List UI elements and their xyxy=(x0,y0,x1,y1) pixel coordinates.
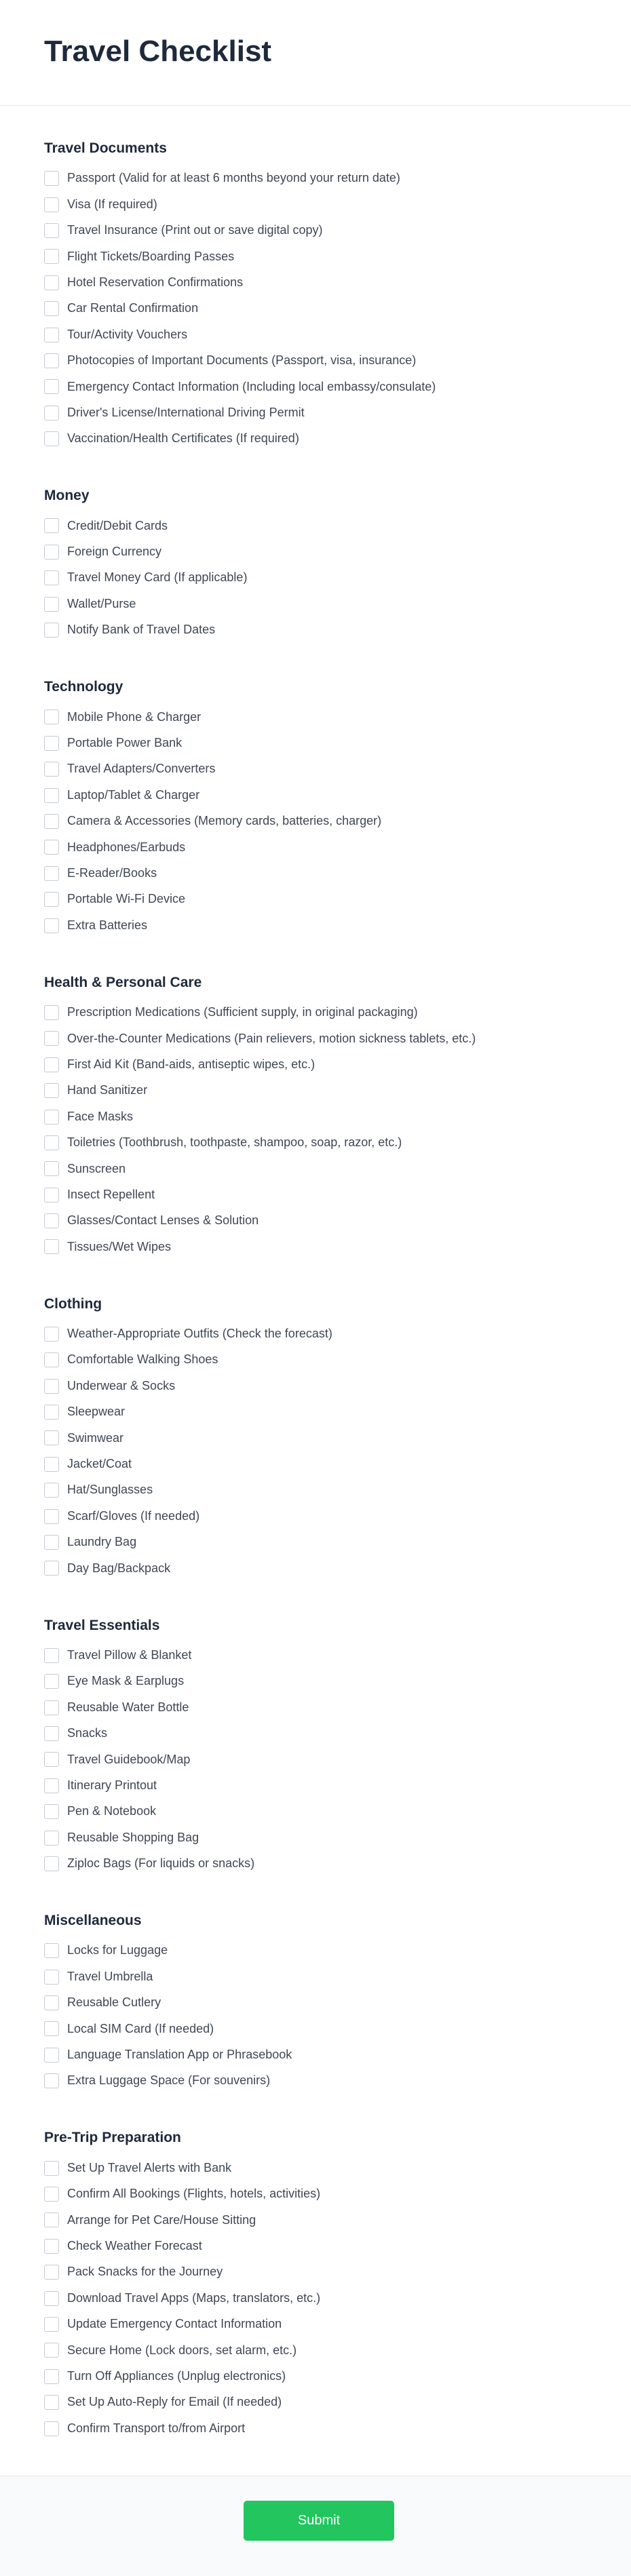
checklist-item[interactable] xyxy=(44,1182,631,1208)
checkbox[interactable] xyxy=(44,2073,59,2088)
checklist-item-label: Reusable Cutlery xyxy=(67,1995,161,2010)
checklist-item[interactable] xyxy=(44,2311,631,2337)
checkbox[interactable] xyxy=(44,1161,59,1176)
checkbox[interactable] xyxy=(44,1674,59,1689)
checklist-item-label: Local SIM Card (If needed) xyxy=(67,2021,214,2035)
checklist-item-label: Set Up Travel Alerts with Bank xyxy=(67,2160,232,2174)
checklist-item[interactable] xyxy=(44,2389,631,2415)
checkbox[interactable] xyxy=(44,1379,59,1394)
checklist-section xyxy=(44,138,631,452)
checklist-item-label: Prescription Medications (Sufficient supply, in original packaging) xyxy=(67,1005,418,1019)
checklist-item[interactable] xyxy=(44,2259,631,2285)
checklist-item-label: Hand Sanitizer xyxy=(67,1083,148,1097)
checklist-item[interactable] xyxy=(44,1451,631,1477)
checklist-item[interactable] xyxy=(44,1052,631,1078)
checklist-item[interactable] xyxy=(44,1503,631,1529)
checklist-section xyxy=(44,1294,631,1582)
checklist-item[interactable] xyxy=(44,1746,631,1772)
checklist-item[interactable] xyxy=(44,2181,631,2207)
checklist-item[interactable] xyxy=(44,2233,631,2259)
checklist-item[interactable] xyxy=(44,1694,631,1720)
checklist-item[interactable] xyxy=(44,1078,631,1104)
checklist-item[interactable] xyxy=(44,1104,631,1129)
checklist-item[interactable] xyxy=(44,1529,631,1555)
checkbox[interactable] xyxy=(44,762,59,777)
checklist-item[interactable] xyxy=(44,374,631,399)
checkbox[interactable] xyxy=(44,2395,59,2410)
checkbox[interactable] xyxy=(44,623,59,638)
checklist-form xyxy=(0,138,631,2442)
checkbox[interactable] xyxy=(44,1457,59,1472)
checklist-item[interactable] xyxy=(44,1851,631,1877)
checklist-item-label: Comfortable Walking Shoes xyxy=(67,1352,218,1367)
checklist-item[interactable] xyxy=(44,912,631,938)
checkbox[interactable] xyxy=(44,545,59,560)
checklist-item-label: Hat/Sunglasses xyxy=(67,1483,153,1497)
checkbox[interactable] xyxy=(44,2291,59,2306)
checklist-item-label: Confirm All Bookings (Flights, hotels, activities) xyxy=(67,2187,321,2201)
checklist-item-label: Travel Guidebook/Map xyxy=(67,1752,191,1766)
checklist-item[interactable] xyxy=(44,2415,631,2441)
checklist-item[interactable] xyxy=(44,2016,631,2042)
checklist-item[interactable] xyxy=(44,1824,631,1850)
checklist-item-label: Language Translation App or Phrasebook xyxy=(67,2048,292,2062)
checklist-item[interactable] xyxy=(44,2042,631,2068)
checkbox[interactable] xyxy=(44,1943,59,1958)
checklist-item[interactable] xyxy=(44,730,631,756)
checklist-item[interactable] xyxy=(44,2207,631,2233)
checkbox[interactable] xyxy=(44,1327,59,1342)
checkbox[interactable] xyxy=(44,1239,59,1254)
checkbox[interactable] xyxy=(44,1405,59,1420)
checkbox[interactable] xyxy=(44,1970,59,1985)
checkbox[interactable] xyxy=(44,2021,59,2036)
checklist-item-label: Pen & Notebook xyxy=(67,1804,157,1818)
checklist-item[interactable] xyxy=(44,321,631,347)
checklist-item[interactable] xyxy=(44,2155,631,2181)
checklist-item-label: Mobile Phone & Charger xyxy=(67,709,202,724)
checkbox[interactable] xyxy=(44,1700,59,1715)
checkbox[interactable] xyxy=(44,597,59,612)
checklist-item[interactable] xyxy=(44,2285,631,2311)
checkbox[interactable] xyxy=(44,1083,59,1098)
checkbox[interactable] xyxy=(44,1031,59,1046)
checklist-item-label: Set Up Auto-Reply for Email (If needed) xyxy=(67,2395,282,2409)
checklist-item-label: Travel Insurance (Print out or save digital copy) xyxy=(67,223,323,237)
checklist-item-label: Extra Batteries xyxy=(67,918,148,932)
checklist-item[interactable] xyxy=(44,1555,631,1581)
checkbox[interactable] xyxy=(44,2212,59,2227)
checkbox[interactable] xyxy=(44,1752,59,1767)
checklist-item-label: Check Weather Forecast xyxy=(67,2239,202,2252)
checklist-item[interactable] xyxy=(44,1234,631,1260)
checklist-item[interactable] xyxy=(44,218,631,243)
checklist-item-label: Insect Repellent xyxy=(67,1187,155,1201)
checklist-item[interactable] xyxy=(44,1477,631,1503)
checkbox[interactable] xyxy=(44,1831,59,1846)
form-footer xyxy=(0,2476,631,2576)
checklist-item-label: Over-the-Counter Medications (Pain relievers, motion sickness tablets, etc.) xyxy=(67,1031,476,1045)
checkbox[interactable] xyxy=(44,2187,59,2202)
checklist-item-label: Notify Bank of Travel Dates xyxy=(67,623,216,637)
checklist-item[interactable] xyxy=(44,1321,631,1347)
checklist-item[interactable] xyxy=(44,400,631,426)
checklist-item[interactable] xyxy=(44,886,631,912)
checklist-item[interactable] xyxy=(44,1990,631,2016)
checklist-item-label: Travel Adapters/Converters xyxy=(67,762,216,776)
checkbox[interactable] xyxy=(44,379,59,394)
checklist-item-label: Eye Mask & Earplugs xyxy=(67,1674,185,1688)
checklist-item-label: Reusable Water Bottle xyxy=(67,1700,189,1714)
checklist-item-label: Wallet/Purse xyxy=(67,596,136,610)
checkbox[interactable] xyxy=(44,840,59,855)
checklist-item[interactable] xyxy=(44,1643,631,1668)
checklist-item-label: Ziploc Bags (For liquids or snacks) xyxy=(67,1856,255,1871)
checklist-item-label: Photocopies of Important Documents (Passport, visa, insurance) xyxy=(67,353,417,368)
checklist-item[interactable] xyxy=(44,165,631,191)
checkbox[interactable] xyxy=(44,1352,59,1367)
section-title: Pre-Trip Preparation xyxy=(44,2130,181,2146)
checklist-item[interactable] xyxy=(44,1938,631,1964)
checklist-item-label: Headphones/Earbuds xyxy=(67,840,186,854)
checklist-section xyxy=(44,1616,631,1877)
checklist-item[interactable] xyxy=(44,1373,631,1399)
checklist-item-label: Travel Pillow & Blanket xyxy=(67,1647,192,1662)
checkbox[interactable] xyxy=(44,1856,59,1871)
checklist-section xyxy=(44,486,631,643)
checkbox[interactable] xyxy=(44,1778,59,1793)
checklist-item-label: Laundry Bag xyxy=(67,1535,137,1549)
checkbox[interactable] xyxy=(44,1535,59,1550)
checkbox[interactable] xyxy=(44,301,59,316)
checklist-item-label: Confirm Transport to/from Airport xyxy=(67,2421,246,2435)
checkbox[interactable] xyxy=(44,1726,59,1741)
checklist-item-label: Tour/Activity Vouchers xyxy=(67,327,188,341)
checklist-item[interactable] xyxy=(44,539,631,565)
checklist-item-label: Hotel Reservation Confirmations xyxy=(67,275,244,289)
checklist-item[interactable] xyxy=(44,591,631,617)
checkbox[interactable] xyxy=(44,223,59,238)
checkbox[interactable] xyxy=(44,866,59,881)
checklist-item[interactable] xyxy=(44,2337,631,2363)
checklist-item-label: Scarf/Gloves (If needed) xyxy=(67,1508,200,1523)
checklist-item-label: Download Travel Apps (Maps, translators, etc.) xyxy=(67,2290,321,2305)
checkbox[interactable] xyxy=(44,1804,59,1819)
checklist-item-label: Arrange for Pet Care/House Sitting xyxy=(67,2212,256,2227)
checklist-item[interactable] xyxy=(44,1799,631,1824)
checklist-item[interactable] xyxy=(44,243,631,269)
checklist-item-label: Face Masks xyxy=(67,1109,134,1123)
checklist-item-label: Day Bag/Backpack xyxy=(67,1561,171,1575)
checkbox[interactable] xyxy=(44,814,59,829)
checklist-item-label: Jacket/Coat xyxy=(67,1457,132,1471)
checkbox[interactable] xyxy=(44,197,59,212)
checkbox[interactable] xyxy=(44,736,59,751)
checklist-item-label: First Aid Kit (Band-aids, antiseptic wipes, etc.) xyxy=(67,1057,316,1071)
checklist-item[interactable] xyxy=(44,834,631,860)
checklist-item[interactable] xyxy=(44,2364,631,2389)
checkbox[interactable] xyxy=(44,353,59,368)
checklist-item[interactable] xyxy=(44,1208,631,1234)
checklist-section xyxy=(44,2128,631,2441)
checklist-item[interactable] xyxy=(44,1425,631,1451)
checkbox[interactable] xyxy=(44,249,59,264)
checklist-item[interactable] xyxy=(44,1668,631,1694)
checklist-item[interactable] xyxy=(44,1026,631,1051)
checklist-item[interactable] xyxy=(44,270,631,296)
checkbox[interactable] xyxy=(44,1005,59,1020)
checkbox[interactable] xyxy=(44,328,59,343)
checkbox[interactable] xyxy=(44,1483,59,1498)
checklist-item-label: Underwear & Socks xyxy=(67,1378,176,1392)
checkbox[interactable] xyxy=(44,2161,59,2176)
checklist-item[interactable] xyxy=(44,296,631,321)
checklist-item-label: Laptop/Tablet & Charger xyxy=(67,787,200,802)
checklist-item-label: Visa (If required) xyxy=(67,197,157,211)
checkbox[interactable] xyxy=(44,1561,59,1576)
checkbox[interactable] xyxy=(44,431,59,446)
checklist-item-label: Sunscreen xyxy=(67,1161,126,1175)
checklist-item-label: Portable Wi-Fi Device xyxy=(67,892,186,906)
checklist-item-label: Extra Luggage Space (For souvenirs) xyxy=(67,2073,271,2088)
checklist-item-label: Toiletries (Toothbrush, toothpaste, shampoo, soap, razor, etc.) xyxy=(67,1135,402,1150)
checkbox[interactable] xyxy=(44,918,59,933)
section-title: Money xyxy=(44,488,90,504)
checklist-item-label: Emergency Contact Information (Including local embassy/consulate) xyxy=(67,379,436,393)
checklist-item[interactable] xyxy=(44,191,631,217)
checklist-section xyxy=(44,677,631,939)
checklist-item-label: Foreign Currency xyxy=(67,545,162,559)
checklist-item[interactable] xyxy=(44,1721,631,1746)
checkbox[interactable] xyxy=(44,2317,59,2332)
checklist-item-label: Passport (Valid for at least 6 months beyond your return date) xyxy=(67,171,400,185)
submit-button[interactable]: Submit xyxy=(244,2501,394,2541)
checklist-item-label: Snacks xyxy=(67,1726,108,1740)
checkbox[interactable] xyxy=(44,1135,59,1150)
checklist-item-label: Vaccination/Health Certificates (If required) xyxy=(67,431,299,446)
checkbox[interactable] xyxy=(44,709,59,724)
checklist-item[interactable] xyxy=(44,704,631,730)
checklist-item[interactable] xyxy=(44,426,631,452)
checklist-item-label: Pack Snacks for the Journey xyxy=(67,2265,223,2279)
checkbox[interactable] xyxy=(44,788,59,803)
checklist-item-label: Portable Power Bank xyxy=(67,736,183,750)
checklist-section xyxy=(44,1911,631,2094)
checkbox[interactable] xyxy=(44,2343,59,2358)
checklist-item[interactable] xyxy=(44,2068,631,2094)
section-title: Travel Essentials xyxy=(44,1617,160,1633)
page-title: Travel Checklist xyxy=(44,35,272,68)
checklist-item-label: Car Rental Confirmation xyxy=(67,301,199,315)
checkbox[interactable] xyxy=(44,1188,59,1203)
checkbox[interactable] xyxy=(44,1648,59,1663)
checklist-item[interactable] xyxy=(44,513,631,539)
page-header xyxy=(0,0,631,106)
checkbox[interactable] xyxy=(44,2048,59,2063)
checklist-item-label: E-Reader/Books xyxy=(67,865,157,880)
checklist-item-label: Update Emergency Contact Information xyxy=(67,2317,282,2331)
checklist-item-label: Credit/Debit Cards xyxy=(67,518,168,532)
checklist-item[interactable] xyxy=(44,348,631,374)
checklist-item-label: Travel Umbrella xyxy=(67,1969,153,1983)
checklist-item[interactable] xyxy=(44,1156,631,1182)
checklist-item[interactable] xyxy=(44,1964,631,1989)
section-title: Technology xyxy=(44,679,123,695)
checkbox[interactable] xyxy=(44,1213,59,1228)
checklist-item-label: Glasses/Contact Lenses & Solution xyxy=(67,1213,259,1228)
checkbox[interactable] xyxy=(44,892,59,907)
checklist-item-label: Swimwear xyxy=(67,1430,124,1445)
checkbox[interactable] xyxy=(44,2369,59,2384)
checkbox[interactable] xyxy=(44,1430,59,1445)
checklist-item[interactable] xyxy=(44,1399,631,1425)
checkbox[interactable] xyxy=(44,1509,59,1524)
checklist-item-label: Sleepwear xyxy=(67,1405,126,1419)
checklist-item-label: Itinerary Printout xyxy=(67,1778,157,1792)
checklist-item-label: Locks for Luggage xyxy=(67,1943,168,1957)
checklist-item-label: Weather-Appropriate Outfits (Check the forecast) xyxy=(67,1327,332,1341)
section-title: Travel Documents xyxy=(44,140,167,156)
checkbox[interactable] xyxy=(44,1995,59,2010)
section-title: Clothing xyxy=(44,1295,102,1312)
checklist-item[interactable] xyxy=(44,565,631,591)
checkbox[interactable] xyxy=(44,406,59,421)
checklist-item[interactable] xyxy=(44,756,631,782)
checklist-item-label: Camera & Accessories (Memory cards, batteries, charger) xyxy=(67,814,382,828)
checklist-item[interactable] xyxy=(44,1773,631,1799)
checkbox[interactable] xyxy=(44,171,59,186)
checklist-item[interactable] xyxy=(44,782,631,808)
checklist-item-label: Secure Home (Lock doors, set alarm, etc.) xyxy=(67,2343,297,2357)
checklist-item[interactable] xyxy=(44,861,631,886)
checkbox[interactable] xyxy=(44,2265,59,2280)
checkbox[interactable] xyxy=(44,570,59,585)
checkbox[interactable] xyxy=(44,275,59,290)
checklist-item-label: Reusable Shopping Bag xyxy=(67,1830,199,1844)
checkbox[interactable] xyxy=(44,1057,59,1072)
checklist-item-label: Tissues/Wet Wipes xyxy=(67,1239,172,1253)
checklist-item-label: Travel Money Card (If applicable) xyxy=(67,570,248,585)
checklist-item[interactable] xyxy=(44,617,631,643)
checklist-item-label: Driver's License/International Driving Permit xyxy=(67,405,305,419)
checklist-item-label: Turn Off Appliances (Unplug electronics) xyxy=(67,2368,286,2383)
checklist-item[interactable] xyxy=(44,1130,631,1156)
checklist-item[interactable] xyxy=(44,1000,631,1026)
section-title: Health & Personal Care xyxy=(44,974,202,990)
checklist-section xyxy=(44,973,631,1260)
section-title: Miscellaneous xyxy=(44,1913,142,1929)
checkbox[interactable] xyxy=(44,2421,59,2436)
checklist-item[interactable] xyxy=(44,1347,631,1373)
checklist-item-label: Flight Tickets/Boarding Passes xyxy=(67,249,235,263)
checklist-item[interactable] xyxy=(44,808,631,834)
checkbox[interactable] xyxy=(44,518,59,533)
checkbox[interactable] xyxy=(44,1110,59,1125)
checkbox[interactable] xyxy=(44,2239,59,2254)
